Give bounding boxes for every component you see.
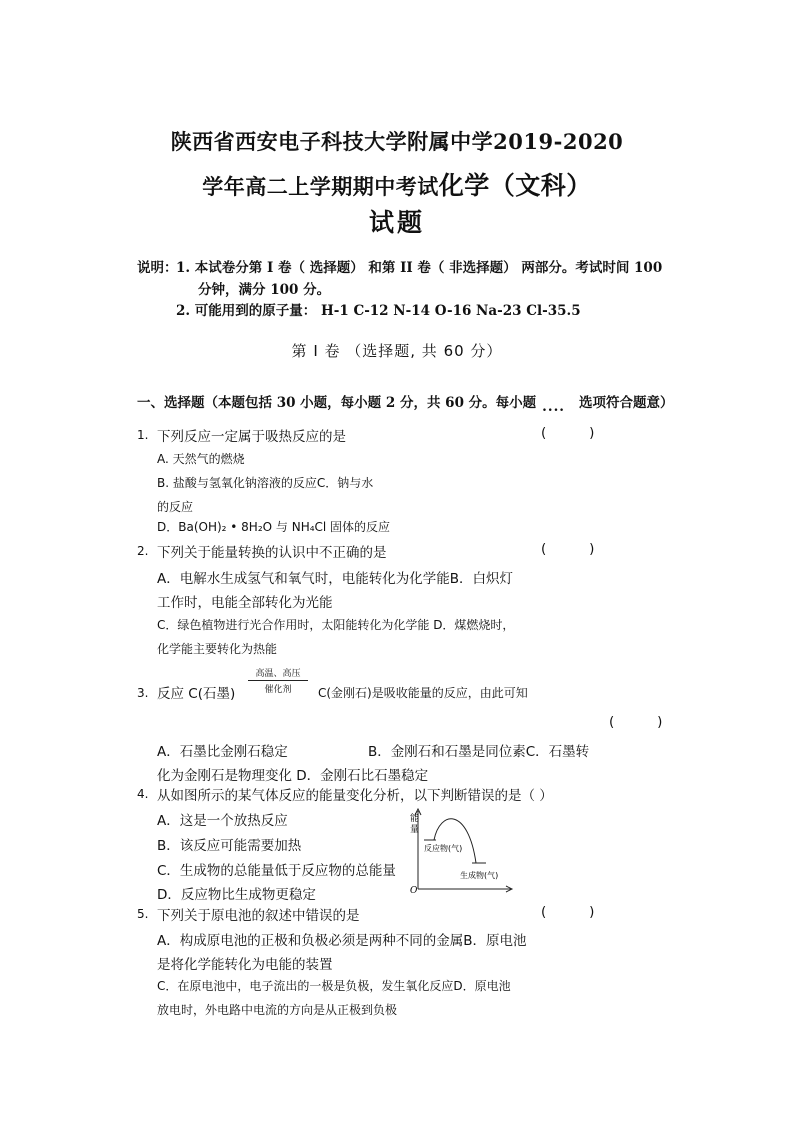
title-line-2-part-b: 化学（文科）: [438, 171, 592, 200]
section-heading-part-b: 选项符合题意）: [578, 395, 674, 411]
question-3-option-c-cont: 化为金刚石是物理变化 D．金刚石比石墨稳定: [157, 768, 429, 784]
question-4-option-d: D．反应物比生成物更稳定: [157, 887, 316, 903]
title-line-2: [0, 166, 794, 202]
question-2-option-a: A．电解水生成氢气和氧气时，电能转化为化学能B．白炽灯: [157, 571, 513, 587]
question-5-number: 5.: [137, 907, 149, 921]
question-2-option-c: C．绿色植物进行光合作用时，太阳能转化为化学能 D．煤燃烧时，: [157, 618, 515, 632]
question-1-option-a: A. 天然气的燃烧: [157, 452, 245, 466]
question-2-option-b-cont: 工作时，电能全部转化为光能: [157, 595, 333, 611]
reaction-condition-top: 高温、高压: [255, 669, 301, 679]
emphasis-dots: ....: [542, 399, 565, 415]
title-line-1: 陕西省西安电子科技大学附属中学2019-2020: [170, 129, 624, 154]
question-1-option-d: D．Ba(OH)₂ • 8H₂O 与 NH₄Cl 固体的反应: [157, 520, 391, 534]
reaction-condition-arrow: [246, 666, 310, 695]
energy-curve: [434, 819, 476, 863]
origin-label: O: [410, 886, 418, 895]
instructions-item-2: 2. 可能用到的原子量： H-1 C-12 N-14 O-16 Na-23 Cl-35.5: [176, 303, 581, 319]
question-3-stem-a: 反应 C(石墨): [157, 686, 236, 702]
section-heading-part-a: 一、选择题（本题包括 30 小题，每小题 2 分，共 60 分。每小题: [137, 395, 537, 411]
question-1-number: 1.: [137, 428, 149, 442]
reaction-arrow-rule: [248, 680, 308, 681]
title-line-3: 试题: [368, 208, 425, 237]
y-axis-label-2: 量: [410, 825, 420, 835]
question-5-option-c: C．在原电池中，电子流出的一极是负极，发生氧化反应D．原电池: [157, 979, 511, 993]
question-2-option-d-cont: 化学能主要转化为热能: [157, 642, 278, 656]
instructions-item-1-cont: 分钟，满分 100 分。: [198, 282, 331, 298]
question-5-answer-paren[interactable]: ( ): [541, 904, 595, 920]
instructions-label: 说明：: [137, 260, 178, 276]
question-2-stem: 下列关于能量转换的认识中不正确的是: [157, 545, 387, 561]
volume-title: 第 I 卷 （选择题, 共 60 分）: [291, 342, 503, 360]
question-2-number: 2.: [137, 544, 149, 558]
question-4-stem: 从如图所示的某气体反应的能量变化分析，以下判断错误的是（ ）: [157, 788, 553, 804]
question-4-option-a: A．这是一个放热反应: [157, 813, 288, 829]
question-4-number: 4.: [137, 787, 149, 801]
reactant-label: 反应物(气): [424, 844, 463, 853]
title-line-2-part-a: 学年高二上学期期中考试: [202, 174, 439, 199]
section-heading: [137, 391, 674, 415]
question-3-option-b: B．金刚石和石墨是同位素C．石墨转: [368, 744, 590, 760]
question-4-option-b: B．该反应可能需要加热: [157, 838, 302, 854]
question-3-answer-paren[interactable]: ( ): [609, 714, 663, 730]
question-5-option-b-cont: 是将化学能转化为电能的装置: [157, 957, 333, 973]
question-2-answer-paren[interactable]: ( ): [541, 541, 595, 557]
question-1-option-b: B. 盐酸与氢氧化钠溶液的反应C．钠与水: [157, 476, 374, 490]
question-1-option-c-cont: 的反应: [157, 500, 194, 514]
question-3-number: 3.: [137, 686, 149, 700]
instructions-item-1: 1. 本试卷分第 I 卷（ 选择题） 和第 II 卷（ 非选择题） 两部分。考试时间 100: [176, 260, 663, 276]
question-1-answer-paren[interactable]: ( ): [541, 425, 595, 441]
question-1-stem: 下列反应一定属于吸热反应的是: [157, 429, 346, 445]
question-5-option-a: A．构成原电池的正极和负极必须是两种不同的金属B．原电池: [157, 933, 527, 949]
question-4-option-c: C．生成物的总能量低于反应物的总能量: [157, 863, 396, 879]
energy-diagram: [400, 805, 520, 895]
product-label: 生成物(气): [460, 871, 499, 880]
reaction-condition-bottom: 催化剂: [264, 685, 292, 695]
question-5-stem: 下列关于原电池的叙述中错误的是: [157, 908, 360, 924]
question-5-option-d-cont: 放电时，外电路中电流的方向是从正极到负极: [157, 1003, 398, 1017]
y-axis-label-1: 能: [410, 814, 420, 824]
question-3-stem-b: C(金刚石)是吸收能量的反应，由此可知: [318, 686, 528, 700]
question-3-option-a: A．石墨比金刚石稳定: [157, 744, 288, 760]
